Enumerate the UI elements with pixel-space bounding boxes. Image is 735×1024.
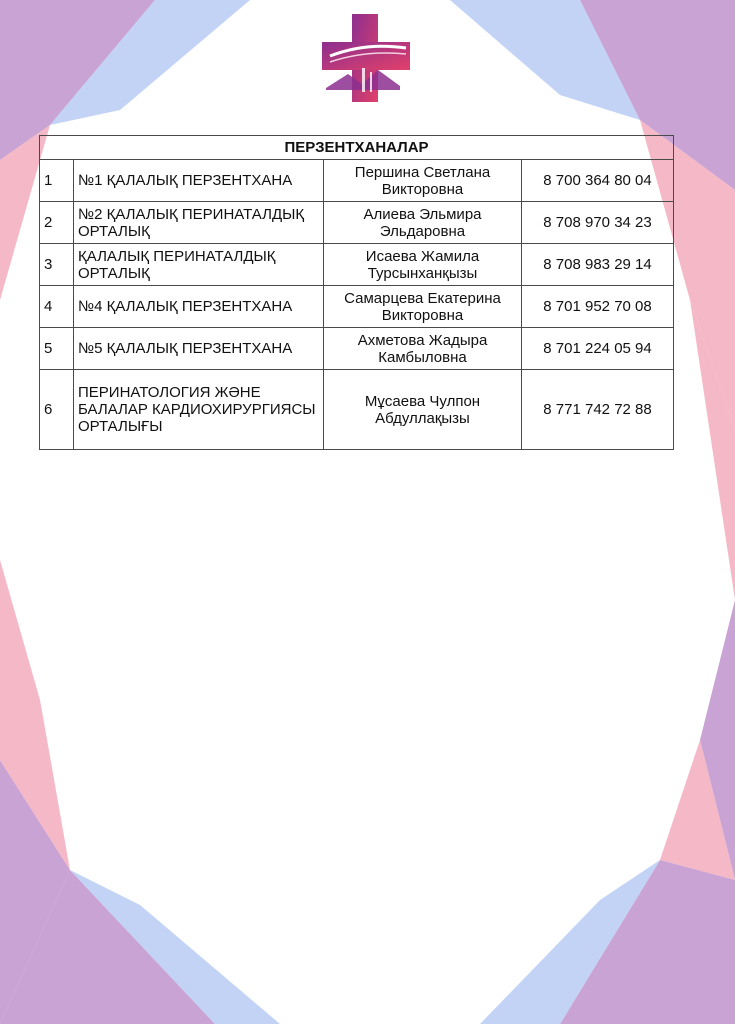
hospital-name: №2 ҚАЛАЛЫҚ ПЕРИНАТАЛДЫҚ ОРТАЛЫҚ — [74, 202, 324, 244]
table-row — [40, 286, 674, 328]
hospital-name: №4 ҚАЛАЛЫҚ ПЕРЗЕНТХАНА — [74, 286, 324, 328]
medical-cross-logo — [318, 12, 414, 108]
phone-number: 8 771 742 72 88 — [522, 370, 674, 450]
table-title: ПЕРЗЕНТХАНАЛАР — [40, 136, 674, 160]
row-number: 3 — [40, 244, 74, 286]
hospital-name: ҚАЛАЛЫҚ ПЕРИНАТАЛДЫҚ ОРТАЛЫҚ — [74, 244, 324, 286]
table-row — [40, 202, 674, 244]
head-name: Мұсаева Чулпон Абдуллақызы — [324, 370, 522, 450]
table-row — [40, 244, 674, 286]
head-name: Першина Светлана Викторовна — [324, 160, 522, 202]
row-number: 5 — [40, 328, 74, 370]
head-name: Исаева Жамила Турсынханқызы — [324, 244, 522, 286]
hospital-name: ПЕРИНАТОЛОГИЯ ЖӘНЕ БАЛАЛАР КАРДИОХИРУРГИЯСЫ ОРТАЛЫҒЫ — [74, 370, 324, 450]
head-name: Самарцева Екатерина Викторовна — [324, 286, 522, 328]
table-row — [40, 328, 674, 370]
phone-number: 8 700 364 80 04 — [522, 160, 674, 202]
hospital-name: №5 ҚАЛАЛЫҚ ПЕРЗЕНТХАНА — [74, 328, 324, 370]
phone-number: 8 701 224 05 94 — [522, 328, 674, 370]
row-number: 2 — [40, 202, 74, 244]
phone-number: 8 708 983 29 14 — [522, 244, 674, 286]
phone-number: 8 701 952 70 08 — [522, 286, 674, 328]
phone-number: 8 708 970 34 23 — [522, 202, 674, 244]
row-number: 6 — [40, 370, 74, 450]
hospital-name: №1 ҚАЛАЛЫҚ ПЕРЗЕНТХАНА — [74, 160, 324, 202]
row-number: 4 — [40, 286, 74, 328]
maternity-hospitals-table — [39, 135, 674, 450]
table-row — [40, 370, 674, 450]
row-number: 1 — [40, 160, 74, 202]
head-name: Алиева Эльмира Эльдаровна — [324, 202, 522, 244]
head-name: Ахметова Жадыра Камбыловна — [324, 328, 522, 370]
table-row — [40, 160, 674, 202]
